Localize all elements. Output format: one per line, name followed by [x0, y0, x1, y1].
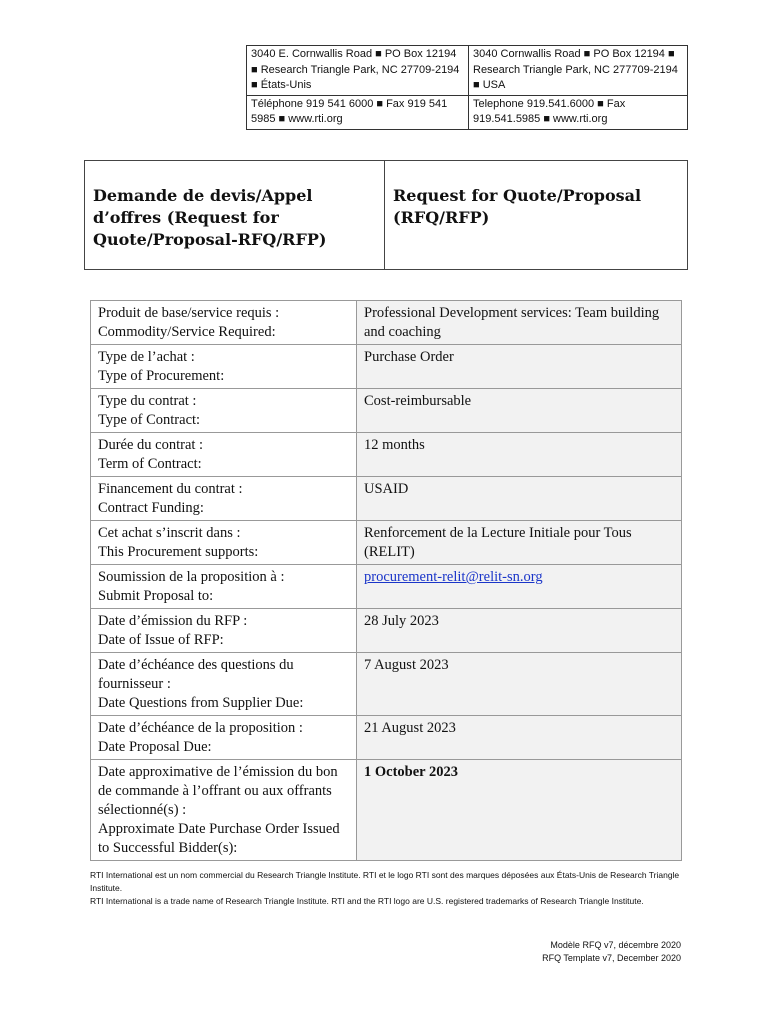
contract-type-value: Cost-reimbursable [357, 389, 682, 433]
table-row [91, 716, 682, 760]
procurement-type-value: Purchase Order [357, 345, 682, 389]
label-en: Date Proposal Due: [98, 739, 212, 755]
table-row [91, 653, 682, 716]
address-header-table [246, 45, 688, 130]
contract-term-value: 12 months [357, 433, 682, 477]
proposal-due-value: 21 August 2023 [357, 716, 682, 760]
fr-phone-cell: Téléphone 919 541 6000 ■ Fax 919 541 5985 ■ www.rti.org [247, 95, 469, 129]
title-fr: Demande de devis/Appel d’offres (Request for Quote/Proposal-RFQ/RFP) [85, 161, 385, 270]
label-en: Date Questions from Supplier Due: [98, 695, 304, 711]
title-table [84, 160, 688, 270]
row-label [91, 477, 357, 521]
row-label [91, 653, 357, 716]
table-row [91, 433, 682, 477]
label-fr: Date d’échéance des questions du fournisseur : [98, 657, 294, 692]
questions-due-value: 7 August 2023 [357, 653, 682, 716]
label-fr: Financement du contrat : [98, 481, 243, 497]
template-version-en: RFQ Template v7, December 2020 [542, 953, 681, 963]
label-fr: Date d’émission du RFP : [98, 613, 248, 629]
row-label [91, 716, 357, 760]
table-row [91, 345, 682, 389]
label-fr: Date d’échéance de la proposition : [98, 720, 303, 736]
en-phone-cell: Telephone 919.541.6000 ■ Fax 919.541.5985 ■ www.rti.org [469, 95, 688, 129]
submit-proposal-cell [357, 565, 682, 609]
template-version [542, 939, 681, 965]
row-label [91, 301, 357, 345]
label-en: This Procurement supports: [98, 544, 259, 560]
label-fr: Produit de base/service requis : [98, 305, 280, 321]
en-address-cell: 3040 Cornwallis Road ■ PO Box 12194 ■ Research Triangle Park, NC 277709-2194 ■ USA [469, 46, 688, 96]
label-fr: Type de l’achat : [98, 349, 195, 365]
label-en: Commodity/Service Required: [98, 324, 276, 340]
footnote-fr: RTI International est un nom commercial du Research Triangle Institute. RTI et le logo RTI sont des marques déposées aux États-Unis de Research Triangle Institute. [90, 870, 680, 893]
po-issue-date-value: 1 October 2023 [357, 760, 682, 861]
row-label [91, 389, 357, 433]
label-en: Type of Contract: [98, 412, 201, 428]
footnote-en: RTI International is a trade name of Research Triangle Institute. RTI and the RTI logo are U.S. registered trademarks of Research Triangle Institute. [90, 896, 644, 906]
label-en: Type of Procurement: [98, 368, 225, 384]
title-en: Request for Quote/Proposal (RFQ/RFP) [385, 161, 688, 270]
row-label [91, 760, 357, 861]
table-row [91, 565, 682, 609]
row-label [91, 609, 357, 653]
label-fr: Soumission de la proposition à : [98, 569, 285, 585]
row-label [91, 345, 357, 389]
label-fr: Type du contrat : [98, 393, 197, 409]
procurement-supports-value: Renforcement de la Lecture Initiale pour Tous (RELIT) [357, 521, 682, 565]
procurement-email-link[interactable]: procurement-relit@relit-sn.org [364, 569, 543, 585]
table-row [91, 301, 682, 345]
label-en: Approximate Date Purchase Order Issued to Successful Bidder(s): [98, 821, 340, 856]
table-row [91, 477, 682, 521]
label-en: Term of Contract: [98, 456, 202, 472]
label-en: Submit Proposal to: [98, 588, 214, 604]
row-label [91, 521, 357, 565]
label-fr: Date approximative de l’émission du bon de commande à l’offrant ou aux offrants sélectionné(s) : [98, 764, 338, 818]
row-label [91, 433, 357, 477]
label-en: Date of Issue of RFP: [98, 632, 224, 648]
commodity-value: Professional Development services: Team building and coaching [357, 301, 682, 345]
fr-address-cell: 3040 E. Cornwallis Road ■ PO Box 12194 ■ Research Triangle Park, NC 27709-2194 ■ États-Unis [247, 46, 469, 96]
label-en: Contract Funding: [98, 500, 204, 516]
label-fr: Durée du contrat : [98, 437, 204, 453]
template-version-fr: Modèle RFQ v7, décembre 2020 [550, 940, 681, 950]
table-row [91, 760, 682, 861]
contract-funding-value: USAID [357, 477, 682, 521]
label-fr: Cet achat s’inscrit dans : [98, 525, 241, 541]
table-row [91, 389, 682, 433]
table-row [91, 609, 682, 653]
row-label [91, 565, 357, 609]
table-row [91, 521, 682, 565]
issue-date-value: 28 July 2023 [357, 609, 682, 653]
rfq-info-table [90, 300, 682, 861]
